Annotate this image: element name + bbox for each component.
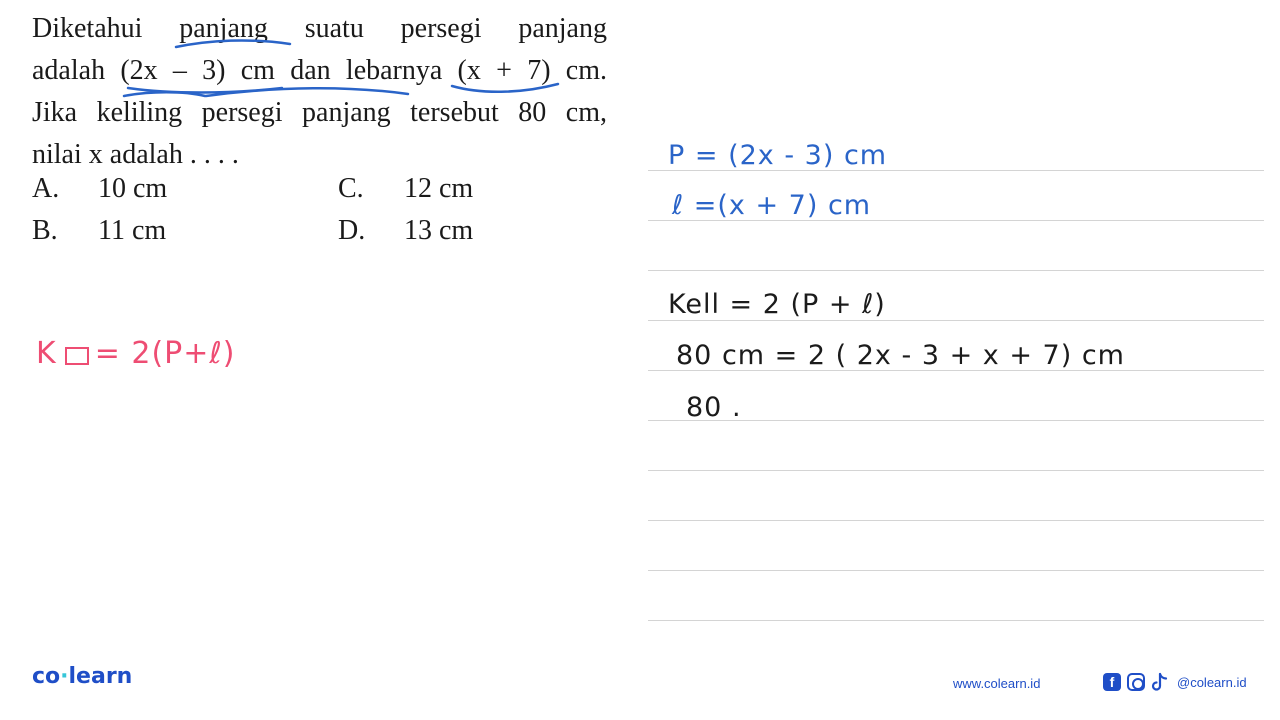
option-text: 11 cm	[98, 215, 167, 246]
colearn-logo	[32, 664, 132, 689]
rectangle-icon	[65, 347, 89, 365]
handwriting-partial: 80 .	[686, 392, 742, 423]
option-letter: B.	[32, 215, 58, 246]
logo-part-left: co	[32, 664, 61, 689]
option-text: 12 cm	[404, 173, 474, 204]
formula-k: K	[36, 336, 57, 371]
option-text: 10 cm	[98, 173, 168, 204]
formula-rest: = 2(P+ℓ)	[94, 336, 236, 371]
option-c[interactable]	[338, 168, 473, 210]
ruled-line	[648, 270, 1264, 271]
logo-part-right: learn	[68, 664, 133, 689]
perimeter-formula-note	[36, 336, 235, 371]
logo-dot: ·	[60, 664, 69, 689]
option-b[interactable]	[32, 210, 166, 252]
ruled-line	[648, 620, 1264, 621]
question-line-4: nilai x adalah . . . .	[32, 139, 239, 170]
option-d[interactable]	[338, 210, 473, 252]
ruled-line	[648, 470, 1264, 471]
option-text: 13 cm	[404, 215, 474, 246]
question-line-1: Diketahui panjang suatu persegi panjang	[32, 13, 607, 44]
option-letter: C.	[338, 173, 364, 204]
facebook-icon[interactable]: f	[1103, 673, 1121, 691]
tiktok-icon[interactable]	[1151, 672, 1169, 692]
handwriting-equation: 80 cm = 2 ( 2x - 3 + x + 7) cm	[676, 340, 1125, 371]
question-line-3: Jika keliling persegi panjang tersebut 80 cm,	[32, 97, 607, 128]
social-handle[interactable]: @colearn.id	[1177, 674, 1247, 690]
ruled-line	[648, 320, 1264, 321]
website-link[interactable]: www.colearn.id	[953, 676, 1041, 691]
social-links	[1103, 672, 1247, 692]
handwriting-perimeter-formula: Kell = 2 (P + ℓ)	[668, 289, 886, 320]
ruled-line	[648, 570, 1264, 571]
handwriting-length: P = (2x - 3) cm	[668, 140, 888, 171]
question-line-2: adalah (2x – 3) cm dan lebarnya (x + 7) cm.	[32, 55, 607, 86]
handwriting-width: ℓ =(x + 7) cm	[672, 190, 872, 221]
option-letter: A.	[32, 173, 60, 204]
option-letter: D.	[338, 215, 366, 246]
instagram-icon[interactable]	[1127, 673, 1145, 691]
option-a[interactable]	[32, 168, 167, 210]
question-text	[32, 8, 607, 176]
ruled-line	[648, 520, 1264, 521]
